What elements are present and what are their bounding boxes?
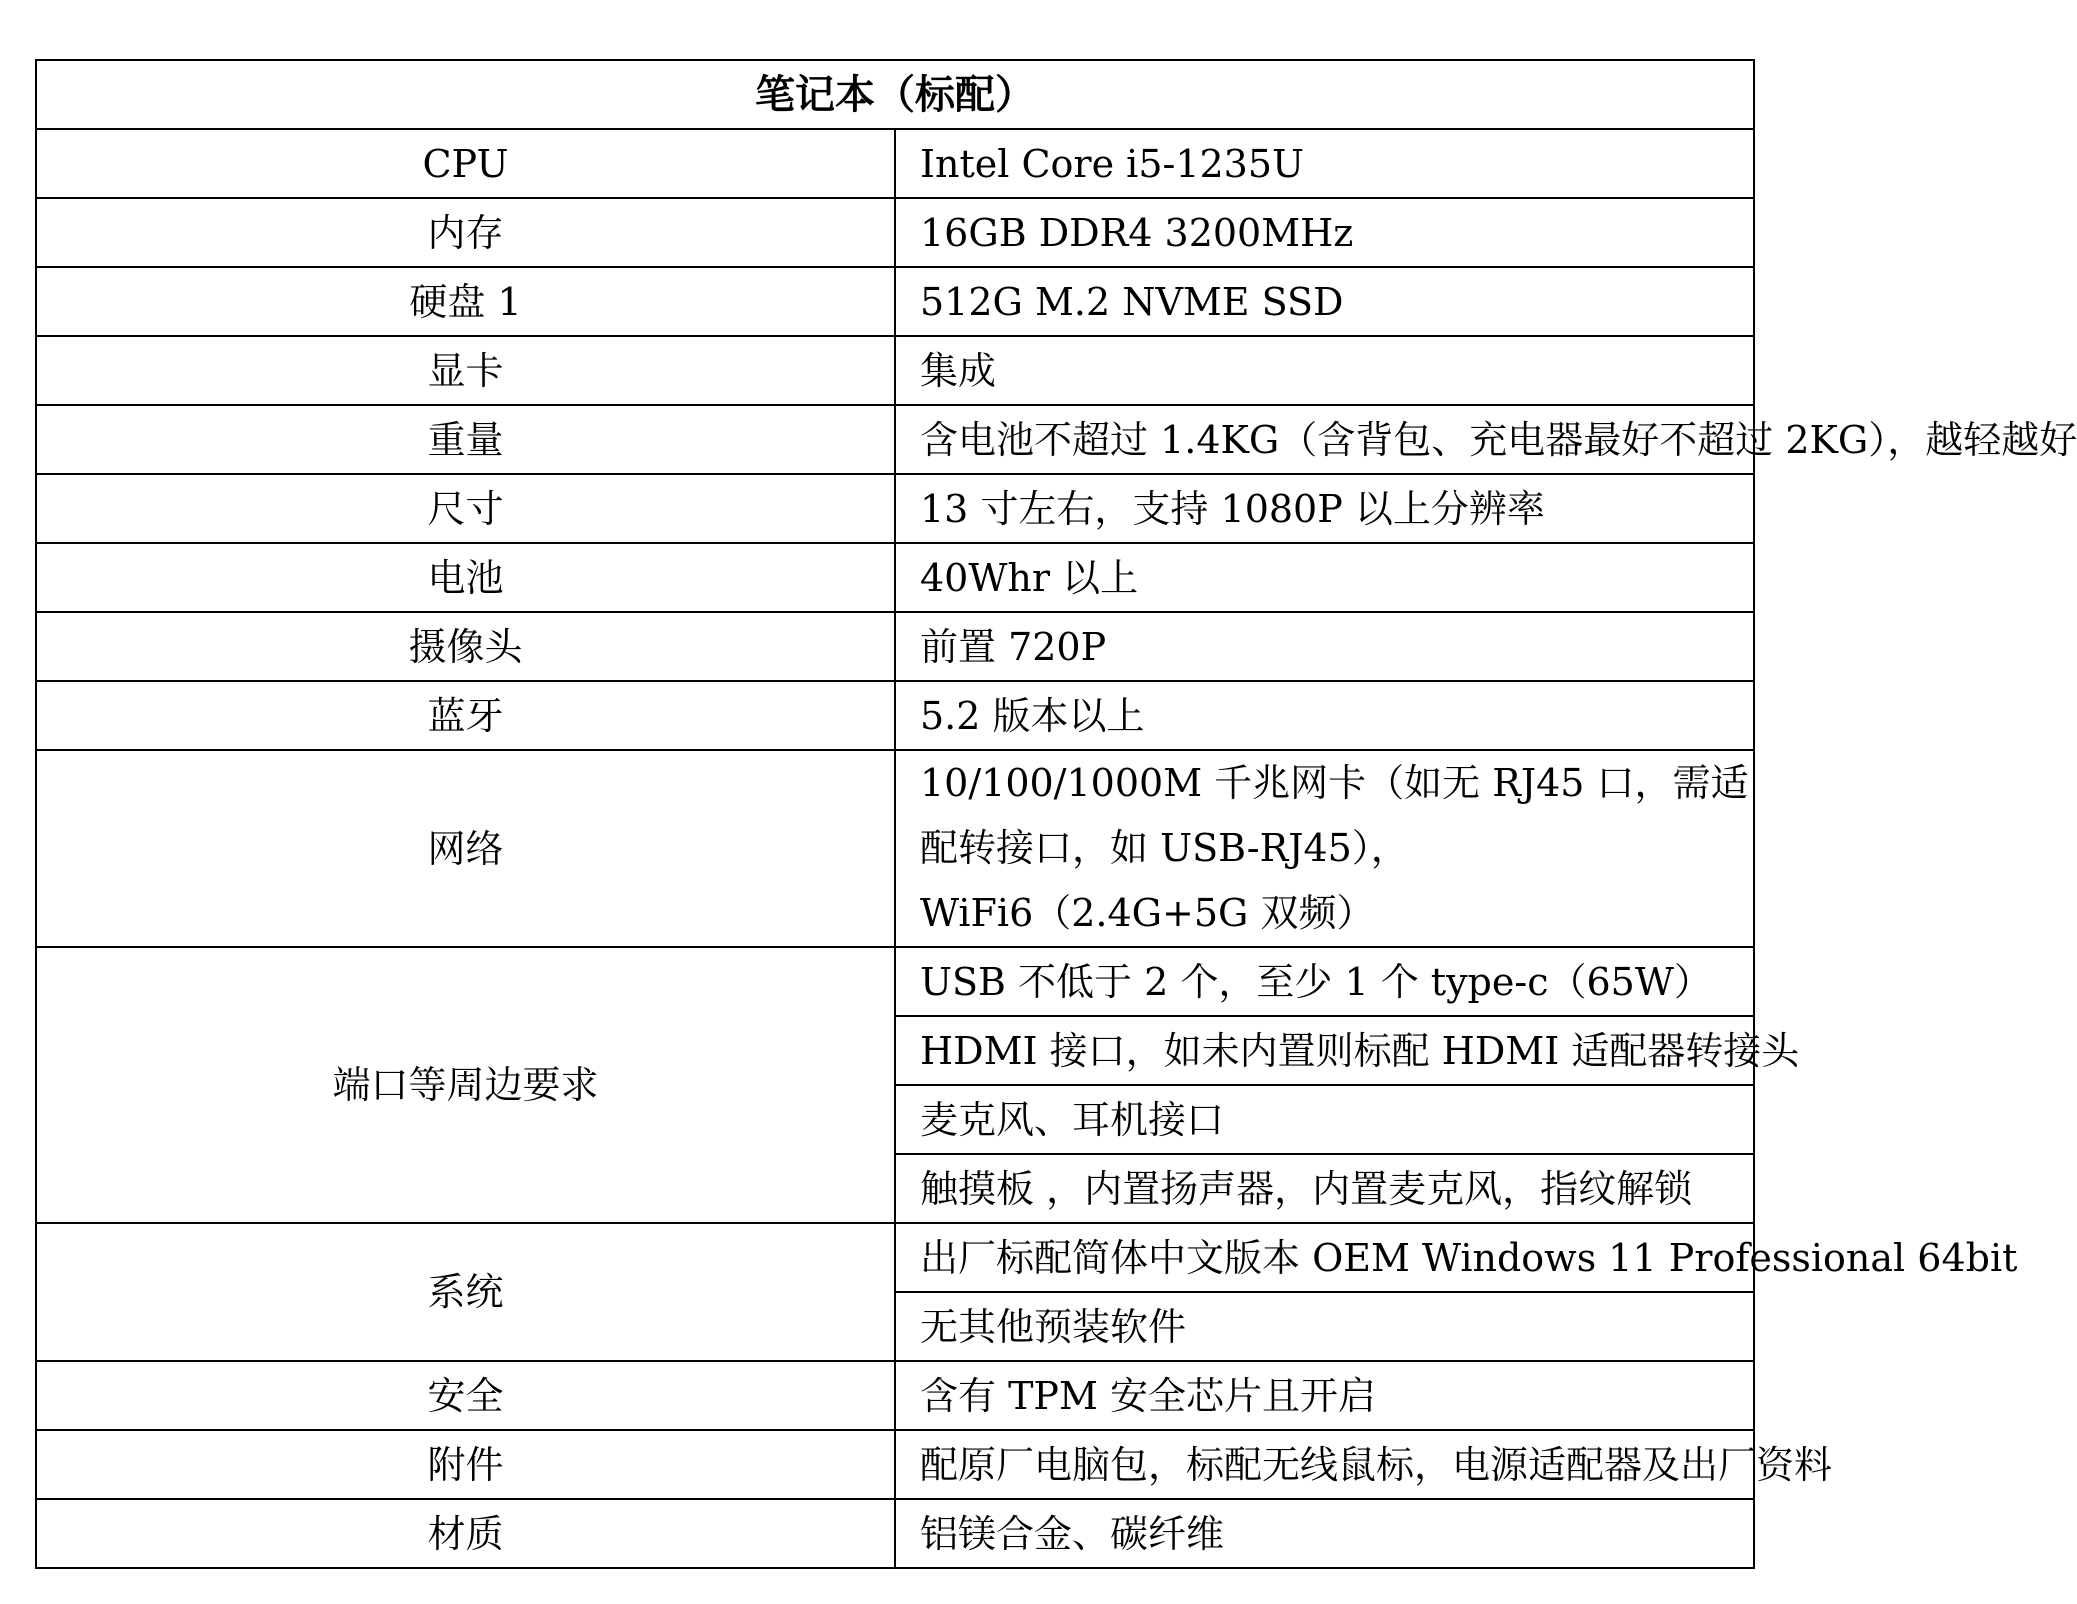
row-value-security: 含有 TPM 安全芯片且开启 [895,1361,1754,1430]
table-row-security [36,1361,1754,1430]
row-value-accessories: 配原厂电脑包，标配无线鼠标，电源适配器及出厂资料 [895,1430,1754,1499]
table-row-disk [36,267,1754,336]
row-value-ports-3: 麦克风、耳机接口 [895,1085,1754,1154]
row-value-size: 13 寸左右，支持 1080P 以上分辨率 [895,474,1754,543]
table-row-battery [36,543,1754,612]
table-row-accessories [36,1430,1754,1499]
table-title: 笔记本（标配） [36,60,1754,129]
row-label-bluetooth: 蓝牙 [36,681,895,750]
row-value-system-1: 出厂标配简体中文版本 OEM Windows 11 Professional 64bit [895,1223,1754,1292]
row-label-ports: 端口等周边要求 [36,947,895,1223]
row-value-system-2: 无其他预装软件 [895,1292,1754,1361]
row-label-memory: 内存 [36,198,895,267]
row-label-camera: 摄像头 [36,612,895,681]
table-row-material [36,1499,1754,1568]
row-value-disk: 512G M.2 NVME SSD [895,267,1754,336]
row-value-material: 铝镁合金、碳纤维 [895,1499,1754,1568]
row-value-battery: 40Whr 以上 [895,543,1754,612]
table-row-bluetooth [36,681,1754,750]
row-value-weight: 含电池不超过 1.4KG（含背包、充电器最好不超过 2KG），越轻越好 [895,405,1754,474]
row-label-weight: 重量 [36,405,895,474]
row-value-network [895,750,1754,947]
row-value-cpu: Intel Core i5-1235U [895,129,1754,198]
row-label-material: 材质 [36,1499,895,1568]
table-row-weight [36,405,1754,474]
row-value-ports-4: 触摸板 ，内置扬声器，内置麦克风，指纹解锁 [895,1154,1754,1223]
table-row-memory [36,198,1754,267]
laptop-spec-table [35,59,2077,1569]
row-label-disk: 硬盘 1 [36,267,895,336]
table-row-size [36,474,1754,543]
row-value-ports-2: HDMI 接口，如未内置则标配 HDMI 适配器转接头 [895,1016,1754,1085]
row-label-security: 安全 [36,1361,895,1430]
row-value-gpu: 集成 [895,336,1754,405]
row-label-accessories: 附件 [36,1430,895,1499]
table-row-camera [36,612,1754,681]
row-label-network: 网络 [36,750,895,947]
table-title-row [36,60,1754,129]
table-row-ports-1 [36,947,1754,1016]
row-value-ports-1: USB 不低于 2 个，至少 1 个 type-c（65W） [895,947,1754,1016]
row-label-gpu: 显卡 [36,336,895,405]
row-value-memory: 16GB DDR4 3200MHz [895,198,1754,267]
network-line-2: WiFi6（2.4G+5G 双频） [920,891,1375,935]
network-line-1: 10/100/1000M 千兆网卡（如无 RJ45 口，需适配转接口，如 USB-RJ45）， [920,761,1749,870]
row-label-battery: 电池 [36,543,895,612]
table-row-cpu [36,129,1754,198]
table-row-system-1 [36,1223,1754,1292]
row-label-cpu: CPU [36,129,895,198]
row-value-bluetooth: 5.2 版本以上 [895,681,1754,750]
row-value-camera: 前置 720P [895,612,1754,681]
table-row-network [36,750,1754,947]
table-row-gpu [36,336,1754,405]
row-label-size: 尺寸 [36,474,895,543]
row-label-system: 系统 [36,1223,895,1361]
